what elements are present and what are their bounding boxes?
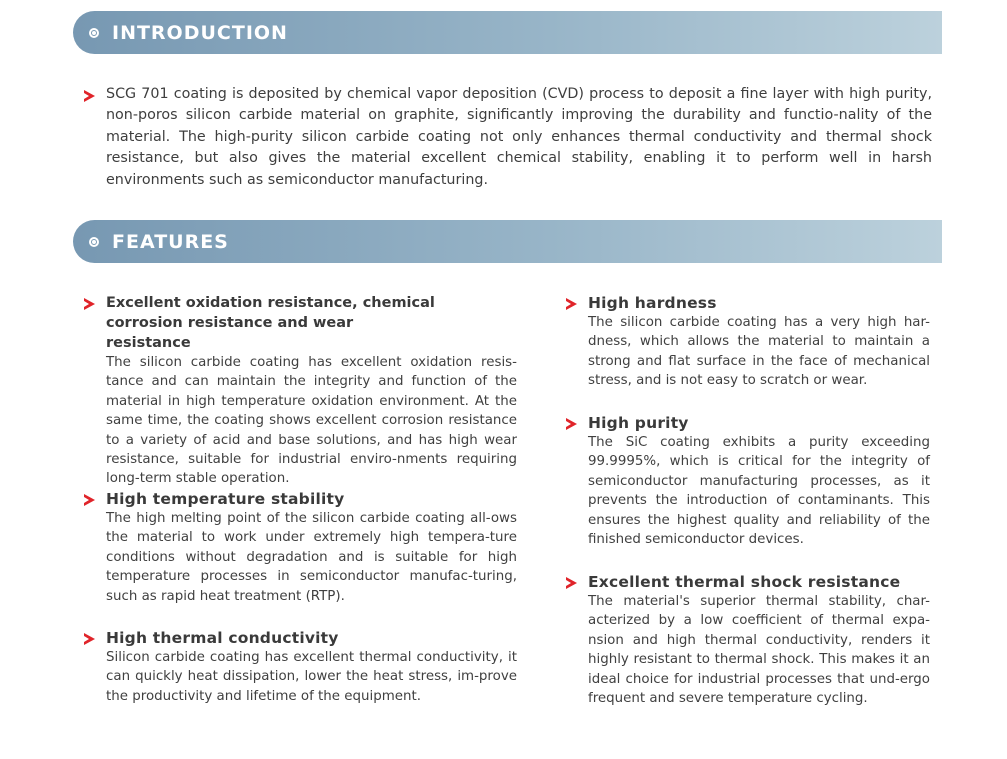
arrow-bullet-icon — [84, 90, 95, 102]
feature-item — [588, 293, 930, 391]
arrow-bullet-icon — [84, 633, 95, 645]
feature-item — [588, 413, 930, 549]
feature-title: High purity — [588, 414, 689, 432]
feature-body: The SiC coating exhibits a purity exceeding 99.9995%, which is critical for the integrity of semiconductor manufacturing processes, as it prevents the introduction of contaminants. This ensures the highest quality and reliability of the finished semiconductor devices. — [588, 435, 930, 548]
feature-body: Silicon carbide coating has excellent thermal conductivity, it can quickly heat dissipation, lower the heat stress, im-prove the productivity and lifetime of the equipment. — [106, 650, 517, 704]
arrow-bullet-icon — [84, 298, 95, 310]
feature-title: High temperature stability — [106, 490, 345, 508]
feature-body: The silicon carbide coating has excellent oxidation resis-tance and can maintain the integrity and function of the material in high temperature oxidation environment. At the same time, the coating shows excellent corrosion resistance to a variety of acid and base solutions, and has high wear resistance, suitable for industrial enviro-nments requiring long-term stable operation. — [106, 355, 517, 487]
feature-body: The silicon carbide coating has a very high har-dness, which allows the material to maintain a strong and flat surface in the face of mechanical stress, and is not easy to scratch or wear. — [588, 315, 930, 389]
feature-title: High hardness — [588, 294, 717, 312]
feature-item — [106, 628, 517, 706]
feature-item — [588, 572, 930, 708]
radio-circle-icon — [89, 237, 99, 247]
introduction-banner — [73, 11, 942, 54]
introduction-title: INTRODUCTION — [112, 21, 288, 44]
arrow-bullet-icon — [84, 494, 95, 506]
arrow-bullet-icon — [566, 418, 577, 430]
feature-title: Excellent thermal shock resistance — [588, 573, 901, 591]
introduction-text: SCG 701 coating is deposited by chemical vapor deposition (CVD) process to deposit a fine layer with high purity, non-poros silicon carbide material on graphite, significantly improving the durability and functio-nality of the material. The high-purity silicon carbide coating not only enhances thermal conductivity and thermal shock resistance, but also gives the material excellent chemical stability, enabling it to perform well in harsh environments such as semiconductor manufacturing. — [106, 86, 932, 188]
feature-body: The high melting point of the silicon carbide coating all-ows the material to work under extremely high tempera-ture conditions without degradation and is suitable for high temperature processes in semiconductor manufac-turing, such as rapid heat treatment (RTP). — [106, 511, 517, 604]
features-title: FEATURES — [112, 230, 229, 253]
feature-title: High thermal conductivity — [106, 629, 339, 647]
feature-body: The material's superior thermal stability, char-acterized by a low coefficient of thermal expa-nsion and high thermal conductivity, renders it highly resistant to thermal shock. This makes it an ideal choice for industrial processes that und-ergo frequent and severe temperature cycling. — [588, 594, 930, 707]
features-banner — [73, 220, 942, 263]
radio-circle-icon — [89, 28, 99, 38]
feature-item — [106, 489, 517, 606]
arrow-bullet-icon — [566, 577, 577, 589]
feature-item — [106, 293, 517, 489]
feature-title: Excellent oxidation resistance, chemical corrosion resistance and wear resistance — [106, 295, 435, 351]
arrow-bullet-icon — [566, 298, 577, 310]
